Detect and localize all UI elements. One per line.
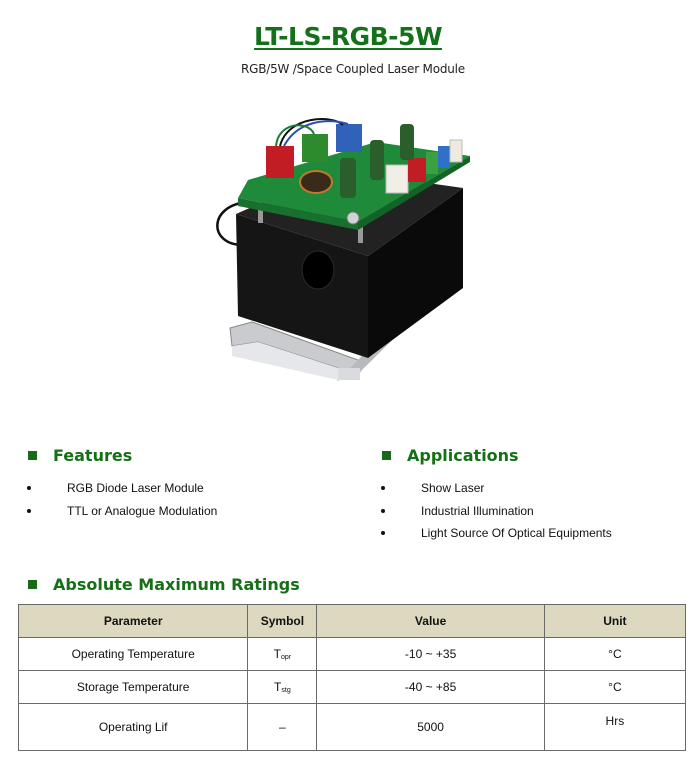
- bullet-dot-icon: [27, 509, 31, 513]
- bullet-square-icon: [28, 451, 37, 460]
- bullet-dot-icon: [381, 486, 385, 490]
- application-text: Light Source Of Optical Equipments: [421, 526, 612, 540]
- list-item: [27, 504, 217, 527]
- cell-value: 5000: [317, 704, 544, 751]
- page-title: [0, 22, 696, 51]
- features-heading: [28, 446, 132, 465]
- bullet-square-icon: [28, 580, 37, 589]
- application-text: Industrial Illumination: [421, 503, 534, 518]
- features-list: [27, 481, 217, 526]
- cell-value: -10 ~ +35: [317, 638, 544, 671]
- cell-unit: °C: [544, 638, 685, 671]
- bullet-dot-icon: [381, 531, 385, 535]
- symbol-subscript: opr: [281, 654, 292, 661]
- column-header-unit: Unit: [544, 605, 685, 638]
- laser-module-illustration: [208, 110, 488, 400]
- cell-symbol: [248, 638, 317, 671]
- cell-unit: Hrs: [544, 704, 685, 751]
- list-item: [381, 504, 612, 527]
- product-model: LT-LS-RGB-5W: [253, 22, 443, 51]
- bullet-dot-icon: [381, 509, 385, 513]
- cell-parameter: Operating Temperature: [19, 638, 248, 671]
- list-item: [381, 481, 612, 504]
- applications-heading: [382, 446, 519, 465]
- table-row: [19, 704, 686, 751]
- features-heading-text: Features: [53, 446, 133, 465]
- cell-unit: °C: [544, 671, 685, 704]
- cell-symbol: [248, 704, 317, 751]
- bullet-dot-icon: [27, 486, 31, 490]
- page-subtitle: RGB/5W /Space Coupled Laser Module: [240, 62, 465, 76]
- bullet-square-icon: [382, 451, 391, 460]
- list-item: [27, 481, 217, 504]
- table-row: [19, 638, 686, 671]
- feature-text: RGB Diode Laser Module: [67, 481, 204, 495]
- table-row: [19, 671, 686, 704]
- cell-value: -40 ~ +85: [317, 671, 544, 704]
- ratings-heading-text: Absolute Maximum Ratings: [53, 575, 300, 594]
- applications-list: [381, 481, 612, 549]
- application-text: Show Laser: [421, 481, 485, 495]
- ratings-table: [18, 604, 686, 751]
- product-image: [208, 110, 488, 400]
- symbol-main: T: [274, 680, 282, 694]
- list-item: [381, 526, 612, 549]
- symbol-subscript: stg: [281, 687, 291, 694]
- column-header-value: Value: [317, 605, 544, 638]
- table-header-row: [19, 605, 686, 638]
- column-header-parameter: Parameter: [19, 605, 248, 638]
- cell-parameter: Operating Lif: [19, 704, 248, 751]
- symbol-main: T: [273, 647, 281, 661]
- symbol-main: –: [279, 720, 286, 734]
- cell-symbol: [248, 671, 317, 704]
- applications-heading-text: Applications: [407, 446, 519, 465]
- cell-parameter: Storage Temperature: [19, 671, 248, 704]
- ratings-heading: [28, 575, 300, 594]
- column-header-symbol: Symbol: [248, 605, 317, 638]
- feature-text: TTL or Analogue Modulation: [67, 503, 218, 518]
